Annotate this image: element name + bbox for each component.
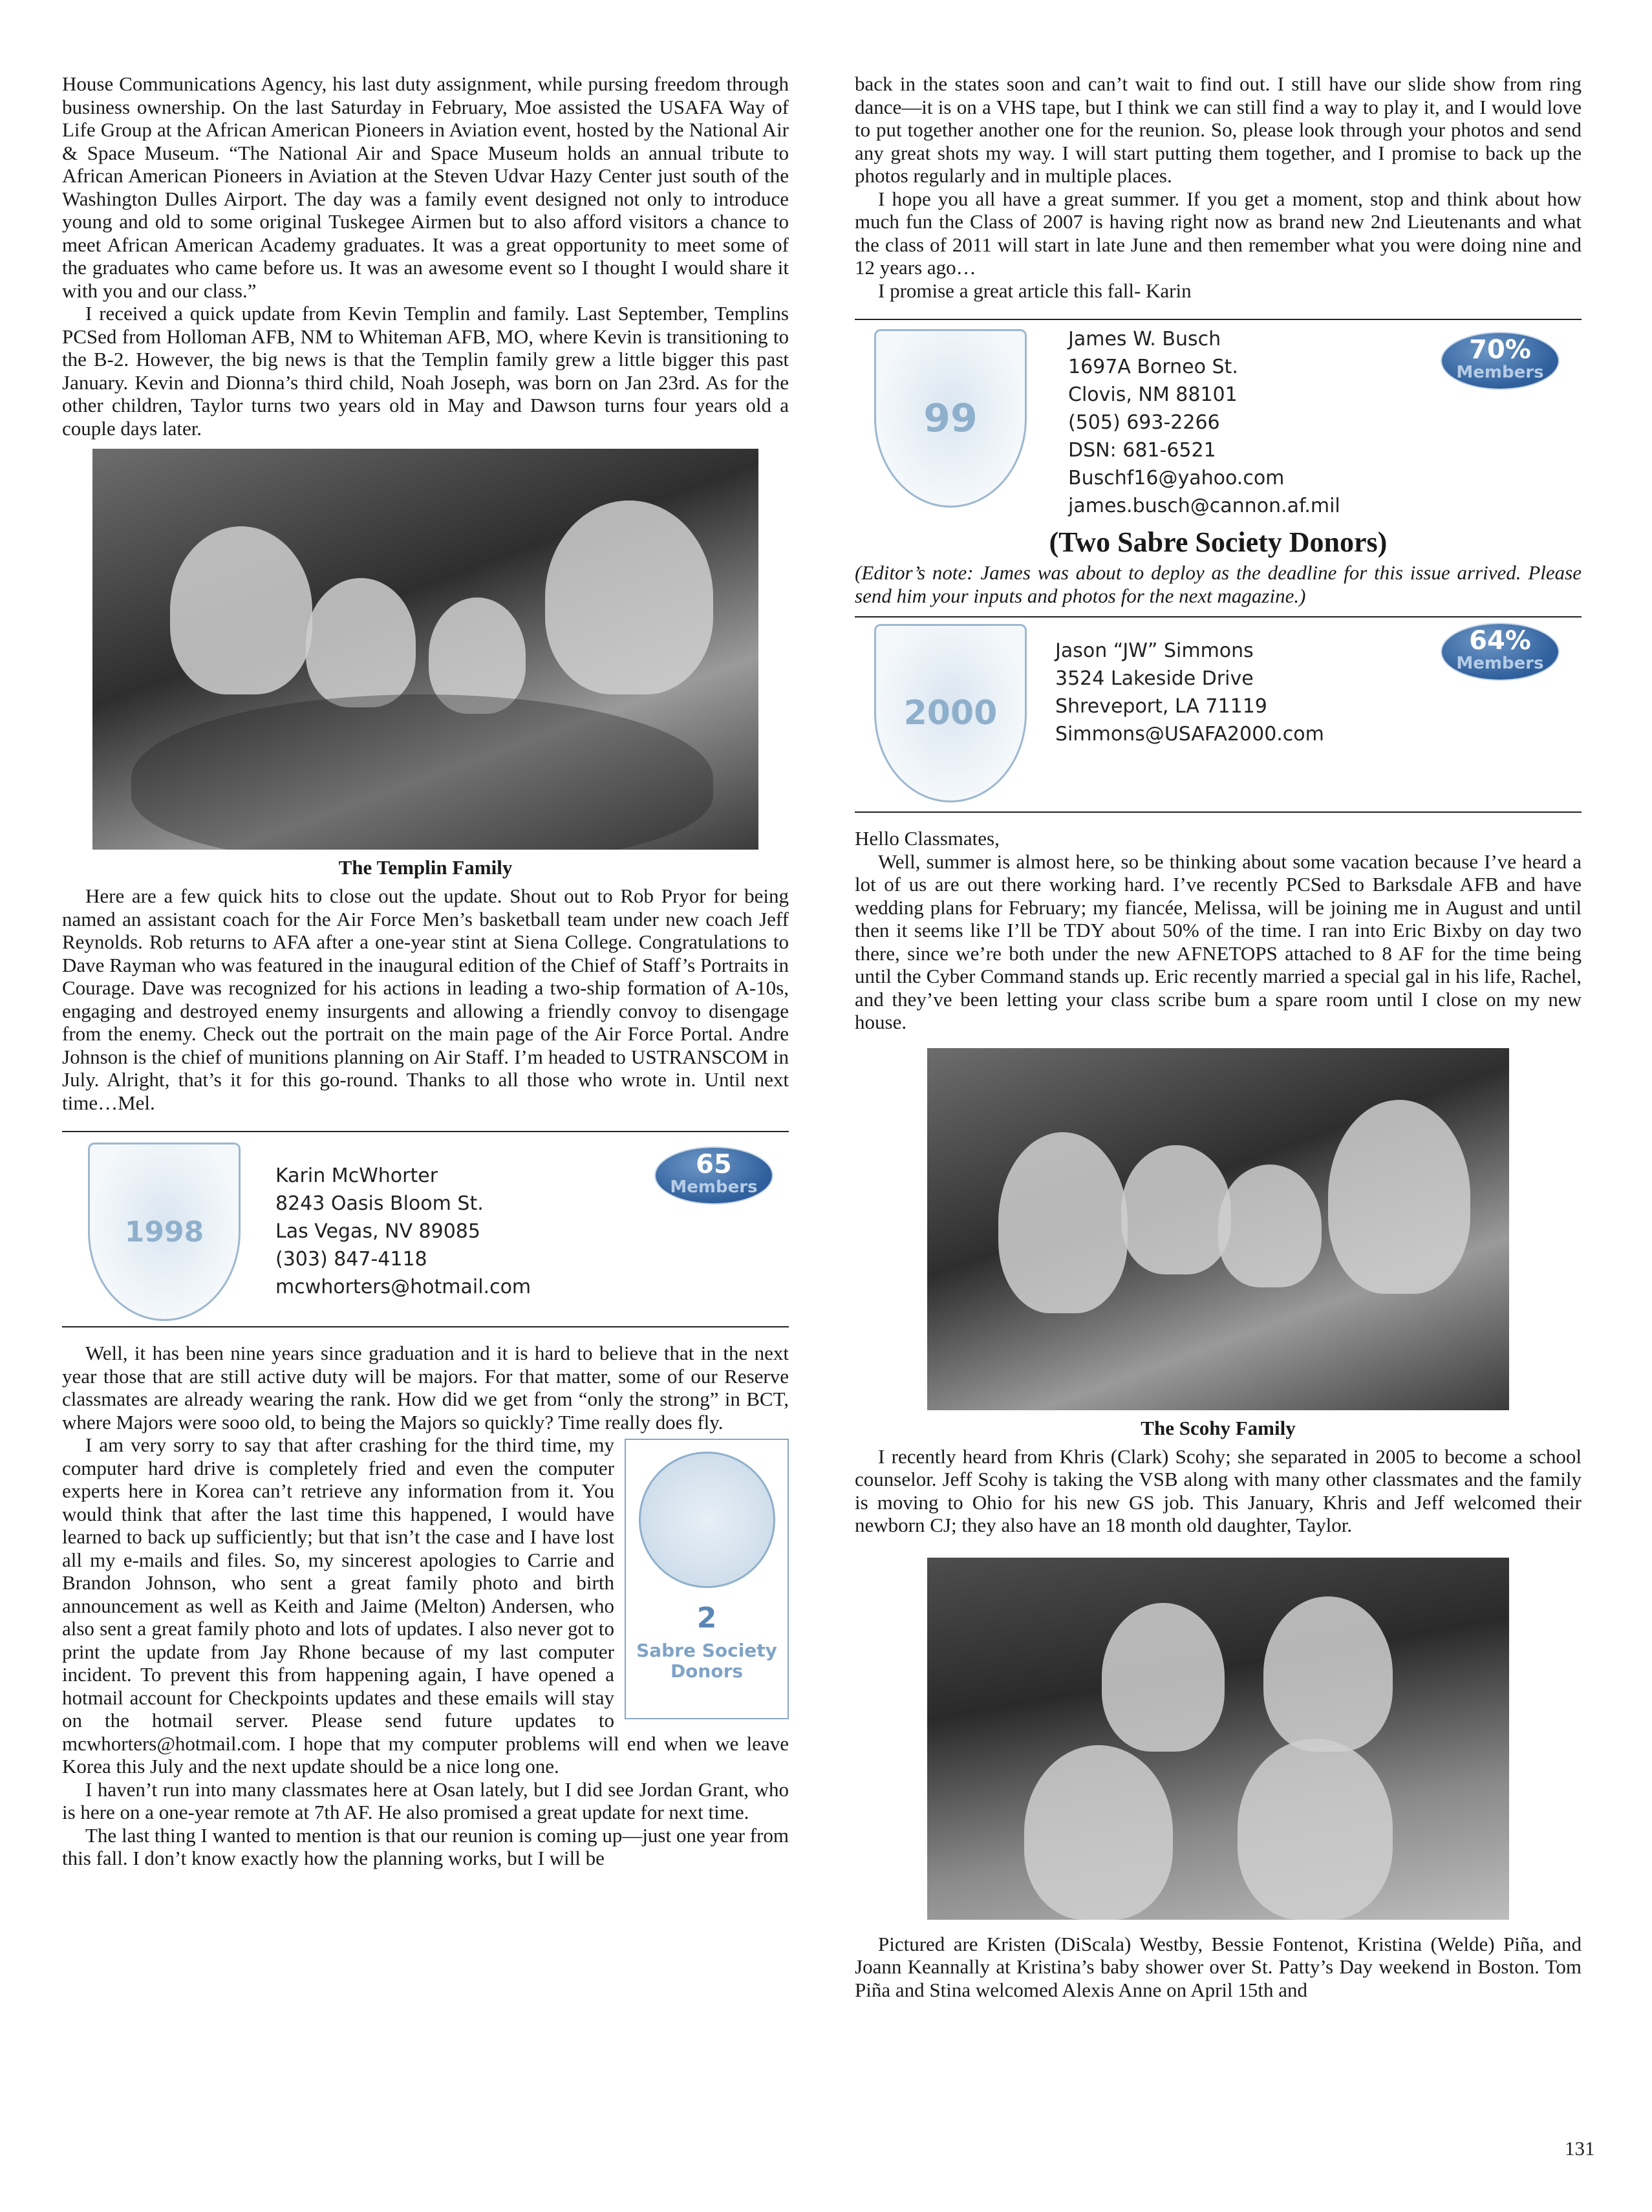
- contact-email: Buschf16@yahoo.com: [1068, 467, 1285, 489]
- contact-phone: (505) 693-2266: [1068, 411, 1220, 434]
- contact-name: Jason “JW” Simmons: [1055, 639, 1254, 662]
- left-paragraph-5: I am very sorry to say that after crashing for the third time, my computer hard drive is completely fried and even the computer experts here in Korea can’t retrieve any information from it. You would think that after the last time this happened, I would have learned to back up sufficiently; but that isn’t the case and I have lost all my e-mails and files. So, my sincerest apologies to Carrie and Brandon Johnson, who sent a great family photo and birth announcement as well as Keith and Jaime (Melton) Andersen, who also sent a great family photo and lots of updates. I also never got to print the update from Jay Rhone because of my last computer incident. To prevent this from happening again, I have opened a hotmail account for Checkpoints updates and these emails will stay on the hotmail server. Please send future updates to mcwhorters@hotmail.com. I hope that my computer problems will end when we leave Korea this July and the next update should be a nice long one.: [62, 1434, 789, 1777]
- contact-phone: (303) 847-4118: [275, 1248, 427, 1271]
- left-paragraph-4: Well, it has been nine years since graduation and it is hard to believe that in the next year those that are still active duty will be majors. For that matter, some of our Reserve classmates are already wearing the rank. How did we get from “only the strong” in BCT, where Majors were sooo old, to being the Majors so quickly? Time really does fly.: [62, 1342, 789, 1434]
- left-paragraph-2: I received a quick update from Kevin Templin and family. Last September, Templins PCSed from Holloman AFB, NM to Whiteman AFB, MO, where Kevin is transitioning to the B-2. However, the big news is that the Templin family grew a little bigger this past January. Kevin and Dionna’s third child, Noah Joseph, was born on Jan 23rd. As for the other children, Taylor turns two years old in May and Dawson turns four years old a couple days later.: [62, 302, 789, 440]
- membership-badge: 70% Members: [1442, 333, 1558, 389]
- contact-name: James W. Busch: [1068, 328, 1221, 350]
- class-1998-crest-icon: 1998: [88, 1143, 241, 1321]
- class-2000-crest-icon: 2000: [874, 624, 1027, 802]
- class-2000-contact-block: [855, 617, 1582, 811]
- contact-city: Shreveport, LA 71119: [1055, 695, 1267, 718]
- contact-name: Karin McWhorter: [275, 1165, 438, 1187]
- contact-email: mcwhorters@hotmail.com: [275, 1276, 531, 1298]
- class-2000-address: [1055, 637, 1324, 748]
- templin-family-photo: [92, 449, 758, 850]
- membership-badge: 64% Members: [1442, 624, 1558, 680]
- templin-photo-caption: The Templin Family: [338, 856, 513, 879]
- baby-shower-photo: [927, 1558, 1509, 1920]
- right-paragraph-1: back in the states soon and can’t wait to find out. I still have our slide show from ring dance—it is on a VHS tape, but I think we can still find a way to play it, and I would love to put together another one for the reunion. So, please look through your photos and send any great shots my way. I will start putting them together, and I promise to back up the photos regularly and in multiple places.: [855, 72, 1582, 187]
- left-paragraph-3: Here are a few quick hits to close out the update. Shout out to Rob Pryor for being named an assistant coach for the Air Force Men’s basketball team under new coach Jeff Reynolds. Rob returns to AFA after a one-year stint at Siena College. Congratulations to Dave Rayman who was featured in the inaugural edition of the Chief of Staff’s Portraits in Courage. Dave was recognized for his actions in leading a two-ship formation of A-10s, engaging and destroyed enemy insurgents and allowing a friendly convoy to disengage from the enemy. Check out the portrait on the main page of the Air Force Portal. Andre Johnson is the chief of munitions planning on Air Staff. I’m headed to USTRANSCOM in July. Alright, that’s it for this go-round. Thanks to all those who wrote in. Until next time…Mel.: [62, 885, 789, 1114]
- class-1998-contact-block: [62, 1132, 789, 1326]
- contact-dsn: DSN: 681-6521: [1068, 439, 1216, 462]
- sabre-donor-count: 2: [696, 1602, 717, 1635]
- sabre-society-seal-icon: [639, 1452, 775, 1588]
- class-1999-address: [1068, 325, 1340, 520]
- left-paragraph-1: House Communications Agency, his last duty assignment, while pursing freedom through business ownership. On the last Saturday in February, Moe assisted the USAFA Way of Life Group at the African American Pioneers in Aviation event, hosted by the National Air & Space Museum. “The National Air and Space Museum holds an annual tribute to African American Pioneers in Aviation at the Steven Udvar Hazy Center just south of the Washington Dulles Airport. The day was a family event designed not only to introduce young and old to some original Tuskegee Airmen but to also afford visitors a chance to meet African American Academy graduates. It was a great opportunity to meet some of the graduates who came before us. It was an awesome event so I thought I would share it with you and our class.”: [62, 72, 789, 302]
- right-column: [855, 72, 1582, 2001]
- right-paragraph-5: I recently heard from Khris (Clark) Scohy; she separated in 2005 to become a school counselor. Jeff Scohy is taking the VSB along with many other classmates and the family is moving to Ohio for his new GS job. This January, Khris and Jeff welcomed their newborn CJ; they also have an 18 month old daughter, Taylor.: [855, 1444, 1582, 1536]
- right-paragraph-6: Pictured are Kristen (DiScala) Westby, Bessie Fontenot, Kristina (Welde) Piña, and Joann Keannally at Kristina’s baby shower over St. Patty’s Day weekend in Boston. Tom Piña and Stina welcomed Alexis Anne on April 15th and: [855, 1932, 1582, 2001]
- scohy-family-photo: [927, 1048, 1509, 1410]
- section-divider-2000-bottom: [855, 811, 1582, 813]
- left-paragraph-6: I haven’t run into many classmates here at Osan lately, but I did see Jordan Grant, who is here on a one-year remote at 7th AF. He also promised a great update for next time.: [62, 1777, 789, 1823]
- sabre-donors-heading: (Two Sabre Society Donors): [1049, 526, 1388, 558]
- contact-street: 8243 Oasis Bloom St.: [275, 1192, 484, 1215]
- class-1999-contact-block: [855, 320, 1582, 521]
- section-divider-bottom: [62, 1326, 789, 1327]
- editor-note: (Editor’s note: James was about to deploy as the deadline for this issue arrived. Please send him your inputs and photos for the next magazine.): [855, 561, 1582, 607]
- scohy-photo-caption: The Scohy Family: [1141, 1416, 1296, 1439]
- contact-city: Las Vegas, NV 89085: [275, 1220, 480, 1243]
- membership-badge: 65 Members: [656, 1148, 772, 1203]
- sabre-society-box: [625, 1439, 789, 1719]
- class-1999-crest-icon: 99: [874, 329, 1027, 508]
- left-column: [62, 72, 789, 1870]
- contact-street: 3524 Lakeside Drive: [1055, 667, 1254, 690]
- class-1998-address: [275, 1162, 531, 1301]
- right-paragraph-4: Well, summer is almost here, so be thinking about some vacation because I’ve heard a lot of us are out there working hard. I’ve recently PCSed to Barksdale AFB and have wedding plans for February; my fiancée, Melissa, will be joining me in August and until then it seems like I’ll be TDY about 50% of the time. I ran into Eric Bixby on day two there, since we’re both under the new AFNETOPS attached to 8 AF for the time being until the Cyber Command stands up. Eric recently married a special gal in his life, Rachel, and they’ve been letting your class scribe bum a spare room until I close on my new house.: [855, 850, 1582, 1033]
- greeting: Hello Classmates,: [855, 827, 1000, 850]
- right-paragraph-3: I promise a great article this fall- Karin: [878, 279, 1192, 302]
- right-paragraph-2: I hope you all have a great summer. If you get a moment, stop and think about how much fun the Class of 2007 is having right now as brand new 2nd Lieutenants and what the class of 2011 will start in late June and then remember what you were doing nine and 12 years ago…: [855, 187, 1582, 279]
- contact-street: 1697A Borneo St.: [1068, 356, 1238, 378]
- contact-email-2: james.busch@cannon.af.mil: [1068, 495, 1340, 517]
- sabre-donor-label: Sabre Society Donors: [636, 1640, 777, 1682]
- left-paragraph-7: The last thing I wanted to mention is that our reunion is coming up—just one year from this fall. I don’t know exactly how the planning works, but I will be: [62, 1823, 789, 1869]
- page-number: 131: [1565, 2137, 1595, 2160]
- contact-email: Simmons@USAFA2000.com: [1055, 723, 1324, 746]
- contact-city: Clovis, NM 88101: [1068, 383, 1238, 406]
